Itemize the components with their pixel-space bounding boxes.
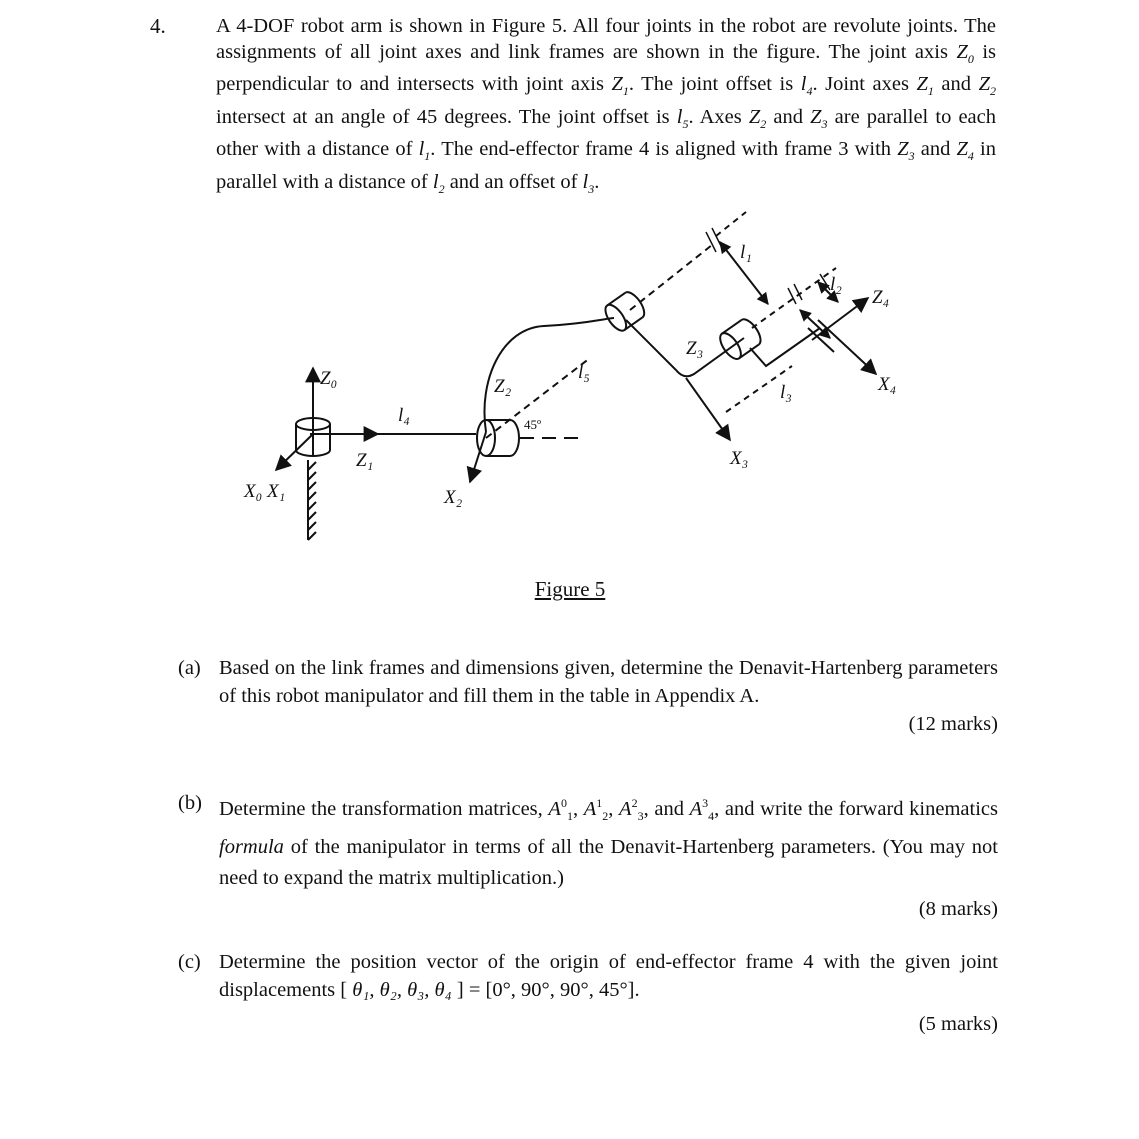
part-b-label: (b) (178, 792, 202, 814)
label-x0x1: X₀ X₁ (244, 481, 286, 502)
label-l3: l₃ (780, 382, 792, 403)
joint3-cylinder (601, 289, 648, 334)
link-l3 (750, 328, 820, 366)
label-x3: X₃ (730, 448, 749, 469)
part-b-text: Determine the transformation matrices, $A^0_1$, $A^1_2$, $A^2_3$, and $A^3_4$, and write the forward kinematics formula of the manipulator in terms of all the Denavit-Hartenberg parameters. (You may not need to expand the matrix multiplication.) (219, 796, 998, 889)
part-c-marks: (5 marks) (918, 1013, 998, 1035)
part-b (178, 788, 998, 925)
label-z4: Z₄ (872, 287, 890, 308)
part-a-text: Based on the link frames and dimensions given, determine the Denavit-Hartenberg parameters of this robot manipulator and fill them in the table in Appendix A. (219, 657, 998, 707)
label-l2: l₂ (830, 274, 842, 295)
part-c-label: (c) (178, 951, 201, 973)
label-l4: l₄ (398, 405, 410, 426)
z4-axis (812, 298, 868, 340)
label-z2: Z₂ (494, 376, 512, 397)
part-a-label: (a) (178, 657, 201, 679)
link-l1 (626, 320, 744, 376)
top-dashed (716, 212, 746, 236)
label-l1: l₁ (740, 242, 752, 263)
x4-axis (818, 320, 876, 374)
figure-caption: Figure 5 (534, 577, 606, 601)
question-number: 4. (150, 14, 166, 38)
part-a-marks: (12 marks) (908, 713, 998, 735)
label-x2: X₂ (444, 487, 463, 508)
part-a (178, 654, 998, 738)
part-c (178, 948, 998, 1038)
label-z1: Z₁ (356, 450, 374, 471)
question-intro: A 4-DOF robot arm is shown in Figure 5. All four joints in the robot are revolute joints. The assignments of all joint axes and link frames are shown in the figure. The joint axis $Z_0$ is perpendicular to and intersects with joint axis $Z_1$. The joint offset is $l_4$. Joint axes $Z_1$ and $Z_2$ intersect at an angle of 45 degrees. The joint offset is $l_5$. Axes $Z_2$ and $Z_3$ are parallel to each other with a distance of $l_1$. The end-effector frame 4 is aligned with frame 3 with $Z_3$ and $Z_4$ in parallel with a distance of $l_2$ and an offset of $l_3$. (216, 15, 997, 196)
ground-base (308, 460, 316, 540)
label-angle: 45º (524, 417, 542, 432)
label-x4: X₄ (878, 374, 897, 395)
joint3-dashed-axis (630, 245, 712, 310)
label-l5: l₅ (578, 362, 590, 383)
part-b-marks: (8 marks) (918, 897, 998, 920)
part-c-text: Determine the position vector of the origin of end-effector frame 4 with the given joint displacements [ θ₁, θ₂, θ₃, θ₄ ] = [0°, 90°, 90°, 45°]. (219, 951, 998, 1001)
link-arc (484, 318, 614, 432)
label-z3: Z₃ (686, 338, 704, 359)
tick-marks (706, 228, 830, 304)
label-z0: Z₀ (320, 368, 338, 389)
x3-axis (686, 378, 730, 440)
